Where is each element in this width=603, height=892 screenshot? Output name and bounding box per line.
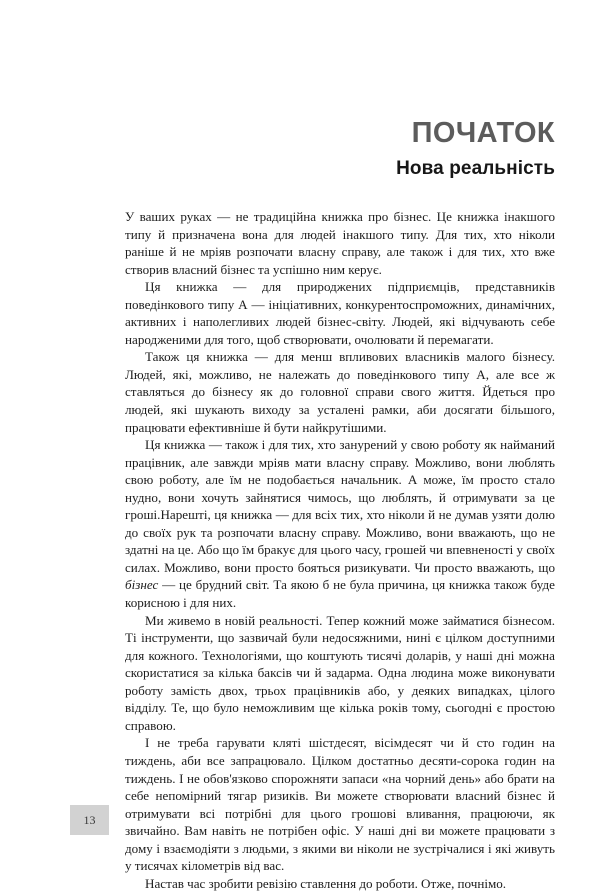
paragraph-2: Ця книжка — для природжених підприємців, представників поведінкового типу А — ініціативних, конкурентоспроможних, динамічних, активних і наполегливих людей бізнес-світу. Людей, які відчувають себе народженими для того, щоб створювати, очолювати й перемагати. [125, 279, 555, 347]
paragraph-1: У ваших руках — не традиційна книжка про бізнес. Це книжка інакшого типу й призначена вона для людей інакшого типу. Для тих, хто ніколи раніше й не мріяв розпочати власну справу, але також і для тих, хто вже створив власний бізнес та успішно ним керує. [125, 209, 555, 277]
page-number: 13 [83, 813, 96, 827]
body-text [125, 208, 555, 892]
chapter-heading [125, 118, 555, 180]
paragraph-5: Ми живемо в новій реальності. Тепер кожний може займатися бізнесом. Ті інструменти, що зазвичай були недосяжними, нині є цілком доступними для кожного. Технологіями, що коштують тисячі доларів, у наші дні можна скористатися за кілька баксів чи й задарма. Одна людина може виконувати роботу замість двох, трьох працівників або, у деяких випадках, цілого відділу. Те, що було неможливим ще кілька років тому, сьогодні є простою справою. [125, 612, 555, 733]
page-folio [70, 805, 109, 835]
chapter-title: ПОЧАТОК [411, 117, 555, 149]
paragraph-4 [125, 436, 555, 611]
emphasis-biznes: бізнес [125, 577, 159, 593]
paragraph-3: Також ця книжка — для менш впливових власників малого бізнесу. Людей, які, можливо, не належать до поведінкового типу А, але все ж ставляться до бізнесу як до головної справи свого життя. Йдеться про людей, які шукають виходу за усталені рамки, аби досягати більшого, працювати ефективніше й бути найкрутішими. [125, 349, 555, 435]
paragraph-7: Настав час зробити ревізію ставлення до роботи. Отже, почнімо. [145, 875, 507, 891]
paragraph-4-text-after: — це брудний світ. Та якою б не була причина, ця книжка також буде корисною і для них. [125, 577, 555, 611]
chapter-subtitle: Нова реальність [396, 158, 555, 180]
paragraph-6: І не треба гарувати кляті шістдесят, вісімдесят чи й сто годин на тиждень, аби все запрацювало. Цілком достатньо десяти-сорока годин на тиждень. І не обов'язково спорожняти запаси «на чорний день» або брати на себе непомірний тягар ризиків. Ви можете створювати власний бізнес й отримувати всі потрібні для цього грошові вливання, працюючи, як звичайно. Вам навіть не потрібен офіс. У наші дні ви можете працювати з дому і взаємодіяти з людьми, з якими ви ніколи не зустрічалися і які живуть у тисячах кілометрів від вас. [125, 735, 555, 874]
paragraph-4-text-before: Ця книжка — також і для тих, хто занурений у свою роботу як найманий працівник, але завжди мріяв мати власну справу. Можливо, вони люблять свою роботу, але їм не подобається начальник. А може, їм просто стало нудно, вони хочуть зайнятися чимось, що люблять, й отримувати за це гроші.Нарешті, ця книжка — для всіх тих, хто ніколи й не думав узяти долю до своїх рук та розпочати власну справу. Можливо, вони вважають, що не здатні на це. Або що їм бракує для цього часу, грошей чи впевненості у своїх силах. Можливо, вони просто бояться ризикувати. Чи просто вважають, що [125, 437, 555, 575]
